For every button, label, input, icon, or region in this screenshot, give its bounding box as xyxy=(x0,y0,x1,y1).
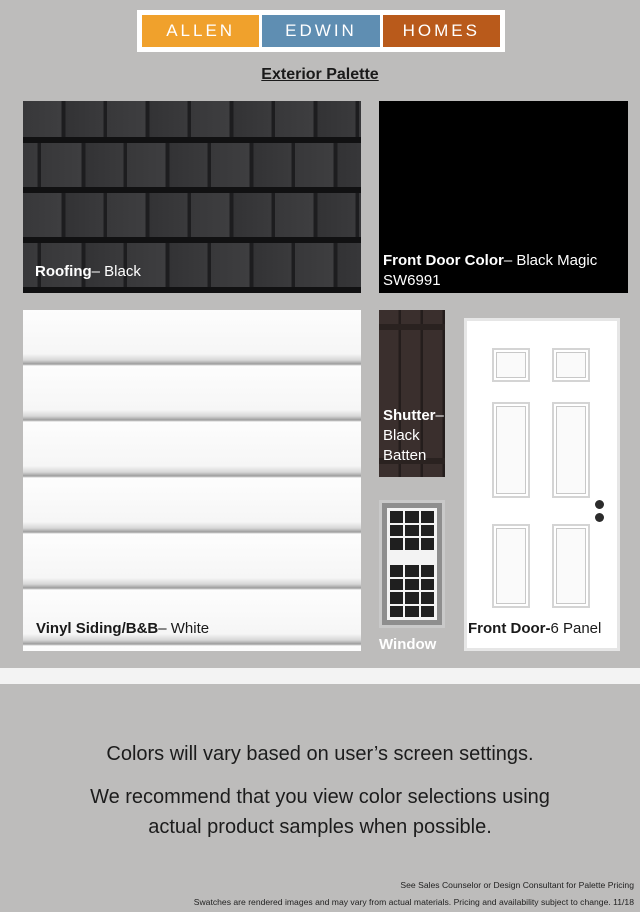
front-door-swatch xyxy=(464,318,620,651)
door-knob-icon xyxy=(595,500,604,509)
shutter-label xyxy=(383,406,444,466)
section-divider xyxy=(0,668,640,684)
siding-value: – White xyxy=(158,620,210,637)
door-color-code: SW6991 xyxy=(383,272,441,289)
roofing-swatch xyxy=(23,101,361,293)
brand-logo xyxy=(137,10,505,52)
page-title: Exterior Palette xyxy=(261,66,379,83)
footer-disclaimer: Swatches are rendered images and may vary from actual materials. Pricing and availability subject to change. 11/18 xyxy=(193,897,634,907)
door-panel xyxy=(552,402,590,498)
window-swatch xyxy=(379,500,445,628)
shutter-line2: Black xyxy=(383,427,420,444)
logo-allen: ALLEN xyxy=(142,15,259,47)
door-panel xyxy=(492,348,530,382)
recommend-notice-line1: We recommend that you view color selections using xyxy=(90,786,550,808)
door-panel xyxy=(492,402,530,498)
logo-homes: HOMES xyxy=(383,15,500,47)
siding-swatch xyxy=(23,310,361,651)
screen-notice: Colors will vary based on user’s screen settings. xyxy=(106,743,534,765)
window-label: Window xyxy=(379,636,437,653)
door-lock-icon xyxy=(595,513,604,522)
front-door-name: Front Door- xyxy=(468,620,551,637)
shutter-swatch xyxy=(379,310,445,477)
siding-label xyxy=(36,619,209,639)
recommend-notice-line2: actual product samples when possible. xyxy=(148,816,492,838)
logo-edwin: EDWIN xyxy=(262,15,379,47)
door-color-name: Front Door Color xyxy=(383,252,504,269)
footer-pricing: See Sales Counselor or Design Consultant for Palette Pricing xyxy=(400,880,634,890)
front-door-value: 6 Panel xyxy=(550,620,602,637)
front-door-label xyxy=(468,619,601,639)
door-panel xyxy=(552,524,590,608)
shutter-dash: – xyxy=(435,407,444,424)
door-color-swatch xyxy=(379,101,628,293)
shutter-name: Shutter xyxy=(383,407,436,424)
door-panel xyxy=(552,348,590,382)
roofing-value: – Black xyxy=(91,263,141,280)
shutter-line3: Batten xyxy=(383,447,427,464)
door-color-label xyxy=(383,251,597,291)
roofing-label xyxy=(35,262,141,282)
door-panel xyxy=(492,524,530,608)
door-color-value: – Black Magic xyxy=(503,252,598,269)
roofing-name: Roofing xyxy=(35,263,92,280)
siding-name: Vinyl Siding/B&B xyxy=(36,620,159,637)
